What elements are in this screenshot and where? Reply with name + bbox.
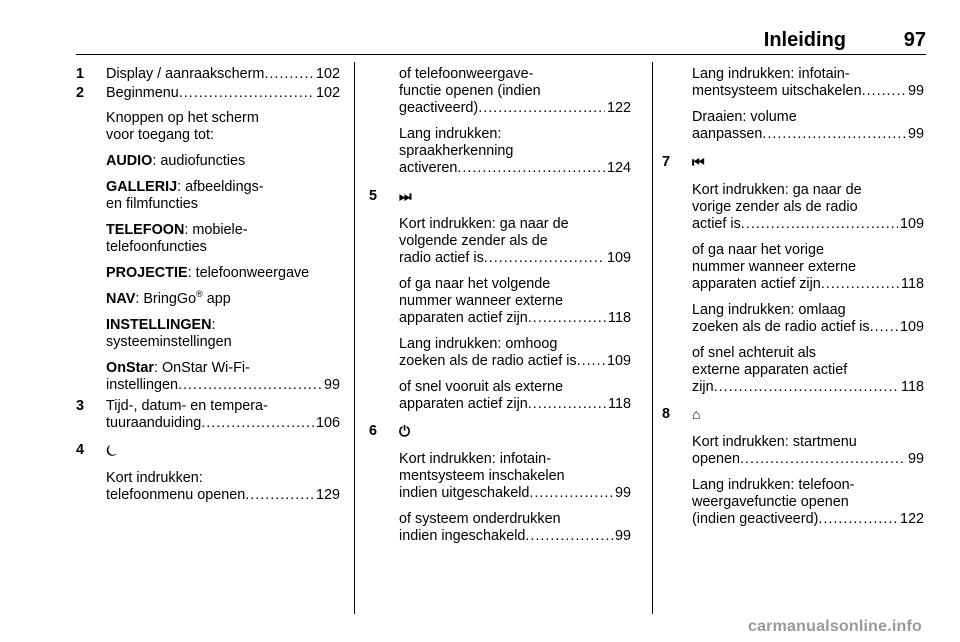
watermark: carmanualsonline.info	[747, 618, 922, 635]
page-ref[interactable]: 99	[614, 528, 631, 544]
column-divider-1	[354, 62, 355, 614]
page-ref[interactable]: 109	[606, 250, 631, 266]
skip-forward-icon: ⏭	[399, 188, 412, 204]
item-6	[369, 423, 631, 545]
item-8	[662, 406, 924, 528]
item-text: tuuraanduiding	[106, 415, 202, 431]
page-ref[interactable]: 99	[614, 485, 631, 501]
key-desc: systeeminstellingen	[106, 334, 232, 350]
desc-line: apparaten actief zijn	[692, 276, 821, 292]
page-ref[interactable]: 109	[899, 319, 924, 335]
key-desc: :	[211, 317, 216, 333]
key-label: AUDIO	[106, 153, 153, 169]
section-title: Inleiding	[763, 29, 846, 51]
desc-line: of telefoonweergave-	[399, 66, 534, 82]
desc-line: of snel vooruit als externe	[399, 379, 563, 395]
item-5	[369, 188, 631, 413]
page-ref[interactable]: 106	[315, 415, 340, 431]
page-ref[interactable]: 118	[608, 396, 631, 412]
desc-line: of systeem onderdrukken	[399, 511, 561, 527]
desc-line: zijn	[692, 379, 714, 395]
desc-line: nummer wanneer externe	[692, 259, 856, 275]
desc-line: aanpassen	[692, 126, 763, 142]
key-desc: : OnStar Wi-Fi-	[153, 360, 250, 376]
key-label: TELEFOON	[106, 222, 185, 238]
key-label: INSTELLINGEN	[106, 317, 212, 333]
column-1	[76, 66, 340, 504]
desc-line: of ga naar het vorige	[692, 242, 825, 258]
item-number: 7	[662, 154, 671, 170]
desc-line: spraakherkenning	[399, 143, 514, 159]
desc-line: volgende zender als de	[399, 233, 548, 249]
desc-line: Kort indrukken: ga naar de	[692, 182, 862, 198]
desc-line: Kort indrukken: infotain-	[399, 451, 551, 467]
desc-line: radio actief is	[399, 250, 484, 266]
continued-entry	[662, 66, 924, 143]
page-number: 97	[903, 29, 926, 51]
page-ref[interactable]: 99	[907, 451, 924, 467]
desc-line: zoeken als de radio actief is	[692, 319, 870, 335]
desc-line: indien ingeschakeld	[399, 528, 526, 544]
key-label: OnStar	[106, 360, 154, 376]
page-ref[interactable]: 122	[899, 511, 924, 527]
desc-line: (indien geactiveerd)	[692, 511, 819, 527]
desc-line: openen	[692, 451, 741, 467]
power-icon: ⏻	[399, 423, 411, 439]
page-ref[interactable]: 99	[907, 83, 924, 99]
desc-line: mentsysteem uitschakelen	[692, 83, 862, 99]
key-desc: : audiofuncties	[152, 153, 246, 169]
page-ref[interactable]: 129	[315, 487, 340, 503]
desc-line: weergavefunctie openen	[692, 494, 849, 510]
item-text: Tijd-, datum- en tempera-	[106, 398, 268, 414]
desc-line: voor toegang tot:	[106, 127, 215, 143]
column-divider-2	[652, 62, 653, 614]
continued-entry	[369, 66, 631, 177]
desc-line: activeren	[399, 160, 458, 176]
desc-line: Lang indrukken: telefoon-	[692, 477, 855, 493]
page-ref[interactable]: 118	[901, 379, 924, 395]
desc-line: Lang indrukken: infotain-	[692, 66, 850, 82]
desc-line: Kort indrukken: ga naar de	[399, 216, 569, 232]
column-2	[369, 66, 631, 545]
item-4	[76, 442, 340, 504]
desc-line: of snel achteruit als	[692, 345, 816, 361]
desc-line: Knoppen op het scherm	[106, 110, 259, 126]
page-ref[interactable]: 118	[901, 276, 924, 292]
item-text: Beginmenu	[106, 85, 179, 101]
page-ref[interactable]: 102	[315, 85, 340, 101]
key-desc: : BringGo	[135, 291, 197, 307]
desc-line: zoeken als de radio actief is	[399, 353, 577, 369]
item-text: Display / aanraakscherm	[106, 66, 265, 82]
page-ref[interactable]: 122	[606, 100, 631, 116]
desc-line: apparaten actief zijn	[399, 310, 528, 326]
item-number: 5	[369, 188, 378, 204]
page-ref[interactable]: 124	[606, 160, 631, 176]
desc-line: Kort indrukken: startmenu	[692, 434, 857, 450]
desc-line: apparaten actief zijn	[399, 396, 528, 412]
item-1	[76, 66, 340, 83]
column-3	[662, 66, 924, 528]
page-ref[interactable]: 118	[608, 310, 631, 326]
item-number: 4	[76, 442, 85, 458]
desc-line: vorige zender als de radio	[692, 199, 858, 215]
key-desc: : afbeeldings-	[177, 179, 264, 195]
phone-icon: ⏾	[106, 442, 118, 458]
desc-line: geactiveerd)	[399, 100, 479, 116]
item-number: 6	[369, 423, 378, 439]
item-number: 1	[76, 66, 85, 82]
desc-line: actief is	[692, 216, 741, 232]
desc-line: nummer wanneer externe	[399, 293, 563, 309]
key-desc: app	[202, 291, 231, 307]
key-label: PROJECTIE	[106, 265, 188, 281]
home-icon: ⌂	[692, 406, 701, 422]
desc-line: Kort indrukken:	[106, 470, 203, 486]
key-desc: en filmfuncties	[106, 196, 198, 212]
page-ref[interactable]: 109	[899, 216, 924, 232]
item-number: 2	[76, 85, 85, 101]
key-desc: : mobiele-	[184, 222, 248, 238]
item-3	[76, 398, 340, 432]
page-ref[interactable]: 99	[907, 126, 924, 142]
desc-line: externe apparaten actief	[692, 362, 848, 378]
key-label: GALLERIJ	[106, 179, 178, 195]
desc-line: telefoonmenu openen	[106, 487, 246, 503]
page-ref[interactable]: 99	[323, 377, 340, 393]
key-label: NAV	[106, 291, 136, 307]
desc-line: of ga naar het volgende	[399, 276, 551, 292]
desc-line: Lang indrukken: omlaag	[692, 302, 846, 318]
item-number: 8	[662, 406, 671, 422]
desc-line: Lang indrukken:	[399, 126, 502, 142]
header-rule	[76, 54, 926, 55]
page-ref[interactable]: 102	[315, 66, 340, 82]
registered-mark: ®	[196, 289, 203, 300]
skip-back-icon: ⏮	[692, 154, 705, 170]
item-number: 3	[76, 398, 85, 414]
desc-line: Lang indrukken: omhoog	[399, 336, 558, 352]
desc-line: Draaien: volume	[692, 109, 797, 125]
desc-line: indien uitgeschakeld	[399, 485, 530, 501]
key-desc: : telefoonweergave	[187, 265, 310, 281]
item-2	[76, 85, 340, 394]
page-ref[interactable]: 109	[606, 353, 631, 369]
key-desc: instellingen	[106, 377, 179, 393]
desc-line: mentsysteem inschakelen	[399, 468, 565, 484]
key-desc: telefoonfuncties	[106, 239, 207, 255]
item-7	[662, 154, 924, 396]
desc-line: functie openen (indien	[399, 83, 541, 99]
